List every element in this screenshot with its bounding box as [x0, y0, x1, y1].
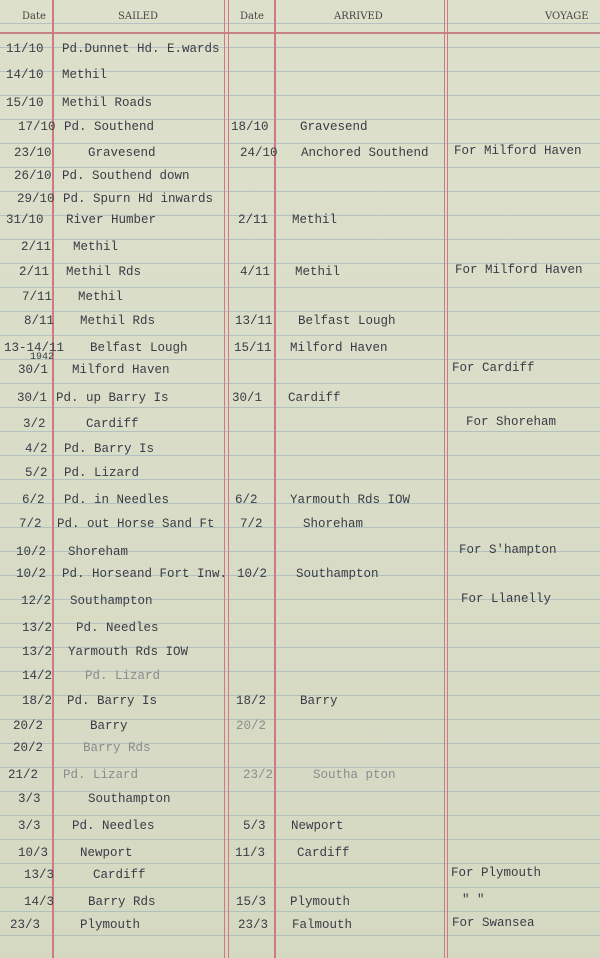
sailed-date: 13-14/11 — [4, 341, 65, 355]
sailed-date: 13/2 — [22, 621, 53, 635]
sailed-date: 3/3 — [18, 819, 41, 833]
arrived-date: 24/10 — [240, 146, 278, 160]
header-date-arrived: Date — [240, 11, 264, 22]
sailed-date: 2/11 — [21, 240, 52, 254]
sailed-place: Methil — [78, 290, 124, 304]
arrived-date: 23/2 — [243, 768, 274, 782]
sailed-date: 21/2 — [8, 768, 39, 782]
voyage-note: For Cardiff — [452, 361, 535, 375]
sailed-place: Pd. Barry Is — [64, 442, 155, 456]
sailed-date: 18/2 — [22, 694, 53, 708]
arrived-place: Cardiff — [297, 846, 350, 860]
arrived-place: Cardiff — [288, 391, 341, 405]
year-annotation: 1942 — [30, 352, 55, 363]
arrived-date: 18/10 — [231, 120, 269, 134]
sailed-place: Pd. Needles — [76, 621, 159, 635]
sailed-place: Southampton — [88, 792, 171, 806]
sailed-place: Methil Rds — [66, 265, 142, 279]
sailed-date: 15/10 — [6, 96, 44, 110]
arrived-date: 13/11 — [235, 314, 273, 328]
arrived-place: Southampton — [296, 567, 379, 581]
sailed-place: Pd. Lizard — [85, 669, 161, 683]
sailed-place: Pd. Horseand Fort Inw. — [62, 567, 228, 581]
header-date-sailed: Date — [22, 11, 46, 22]
arrived-date: 23/3 — [238, 918, 269, 932]
sailed-place: Gravesend — [88, 146, 156, 160]
arrived-date: 15/3 — [236, 895, 267, 909]
sailed-date: 14/10 — [6, 68, 44, 82]
sailed-date: 23/10 — [14, 146, 52, 160]
arrived-date: 6/2 — [235, 493, 258, 507]
sailed-place: Pd. Needles — [72, 819, 155, 833]
sailed-place: Barry Rds — [88, 895, 156, 909]
column-rule — [274, 0, 276, 958]
sailed-place: Pd. Southend — [64, 120, 155, 134]
sailed-date: 10/3 — [18, 846, 49, 860]
sailed-place: Milford Haven — [72, 363, 170, 377]
voyage-note: For Swansea — [452, 916, 535, 930]
sailed-place: Pd. Southend down — [62, 169, 190, 183]
arrived-date: 5/3 — [243, 819, 266, 833]
header-voyage: VOYAGE — [545, 11, 589, 22]
sailed-place: Pd. out Horse Sand Ft — [57, 517, 215, 531]
sailed-date: 6/2 — [22, 493, 45, 507]
sailed-date: 10/2 — [16, 567, 47, 581]
voyage-note: For Llanelly — [461, 592, 552, 606]
sailed-date: 23/3 — [10, 918, 41, 932]
header-arrived: ARRIVED — [334, 11, 383, 22]
arrived-date: 20/2 — [236, 719, 267, 733]
sailed-place: Plymouth — [80, 918, 141, 932]
sailed-place: Shoreham — [68, 545, 129, 559]
sailed-place: Pd. up Barry Is — [56, 391, 169, 405]
sailed-date: 14/2 — [22, 669, 53, 683]
sailed-place: Barry — [90, 719, 128, 733]
sailed-place: Southampton — [70, 594, 153, 608]
arrived-date: 10/2 — [237, 567, 268, 581]
arrived-date: 18/2 — [236, 694, 267, 708]
sailed-date: 30/1 — [17, 391, 48, 405]
sailed-date: 31/10 — [6, 213, 44, 227]
sailed-place: Pd. Spurn Hd inwards — [63, 192, 214, 206]
voyage-note: " " — [462, 893, 485, 907]
sailed-date: 14/3 — [24, 895, 55, 909]
sailed-date: 3/3 — [18, 792, 41, 806]
arrived-place: Southa pton — [313, 768, 396, 782]
column-rule — [52, 0, 54, 958]
arrived-date: 4/11 — [240, 265, 271, 279]
sailed-place: Cardiff — [86, 417, 139, 431]
arrived-place: Yarmouth Rds IOW — [290, 493, 411, 507]
arrived-place: Methil — [295, 265, 341, 279]
sailed-date: 20/2 — [13, 719, 44, 733]
arrived-place: Plymouth — [290, 895, 351, 909]
sailed-date: 13/3 — [24, 868, 55, 882]
voyage-note: For Milford Haven — [454, 144, 582, 158]
sailed-date: 20/2 — [13, 741, 44, 755]
sailed-date: 5/2 — [25, 466, 48, 480]
column-rule — [447, 0, 448, 958]
sailed-place: Yarmouth Rds IOW — [68, 645, 189, 659]
arrived-date: 2/11 — [238, 213, 269, 227]
sailed-place: Methil Rds — [80, 314, 156, 328]
voyage-note: For Milford Haven — [455, 263, 583, 277]
column-rule — [444, 0, 445, 958]
sailed-place: Methil — [62, 68, 108, 82]
sailed-date: 26/10 — [14, 169, 52, 183]
arrived-place: Anchored Southend — [301, 146, 429, 160]
sailed-place: River Humber — [66, 213, 157, 227]
sailed-date: 29/10 — [17, 192, 55, 206]
ledger-header — [0, 0, 600, 34]
sailed-place: Pd. in Needles — [64, 493, 170, 507]
arrived-place: Barry — [300, 694, 338, 708]
sailed-date: 3/2 — [23, 417, 46, 431]
arrived-place: Milford Haven — [290, 341, 388, 355]
sailed-date: 11/10 — [6, 42, 44, 56]
column-rule — [224, 0, 225, 958]
sailed-date: 8/11 — [24, 314, 55, 328]
sailed-date: 17/10 — [18, 120, 56, 134]
sailed-place: Pd. Barry Is — [67, 694, 158, 708]
sailed-place: Pd. Lizard — [63, 768, 139, 782]
arrived-place: Shoreham — [303, 517, 364, 531]
voyage-note: For S'hampton — [459, 543, 557, 557]
arrived-date: 11/3 — [235, 846, 266, 860]
sailed-place: Pd. Lizard — [64, 466, 140, 480]
sailed-date: 4/2 — [25, 442, 48, 456]
sailed-date: 10/2 — [16, 545, 47, 559]
arrived-place: Belfast Lough — [298, 314, 396, 328]
sailed-date: 13/2 — [22, 645, 53, 659]
arrived-date: 7/2 — [240, 517, 263, 531]
voyage-note: For Shoreham — [466, 415, 557, 429]
sailed-place: Methil — [73, 240, 119, 254]
sailed-date: 30/1 — [18, 363, 49, 377]
sailed-place: Pd.Dunnet Hd. E.wards — [62, 42, 220, 56]
arrived-date: 30/1 — [232, 391, 263, 405]
sailed-place: Cardiff — [93, 868, 146, 882]
voyage-note: For Plymouth — [451, 866, 542, 880]
sailed-place: Belfast Lough — [90, 341, 188, 355]
header-sailed: SAILED — [118, 11, 158, 22]
sailed-place: Newport — [80, 846, 133, 860]
sailed-date: 7/2 — [19, 517, 42, 531]
arrived-place: Methil — [292, 213, 338, 227]
sailed-place: Barry Rds — [83, 741, 151, 755]
arrived-place: Gravesend — [300, 120, 368, 134]
arrived-place: Falmouth — [292, 918, 353, 932]
column-rule — [228, 0, 229, 958]
sailed-date: 2/11 — [19, 265, 50, 279]
arrived-date: 15/11 — [234, 341, 272, 355]
sailed-date: 7/11 — [22, 290, 53, 304]
sailed-place: Methil Roads — [62, 96, 153, 110]
sailed-date: 12/2 — [21, 594, 52, 608]
arrived-place: Newport — [291, 819, 344, 833]
